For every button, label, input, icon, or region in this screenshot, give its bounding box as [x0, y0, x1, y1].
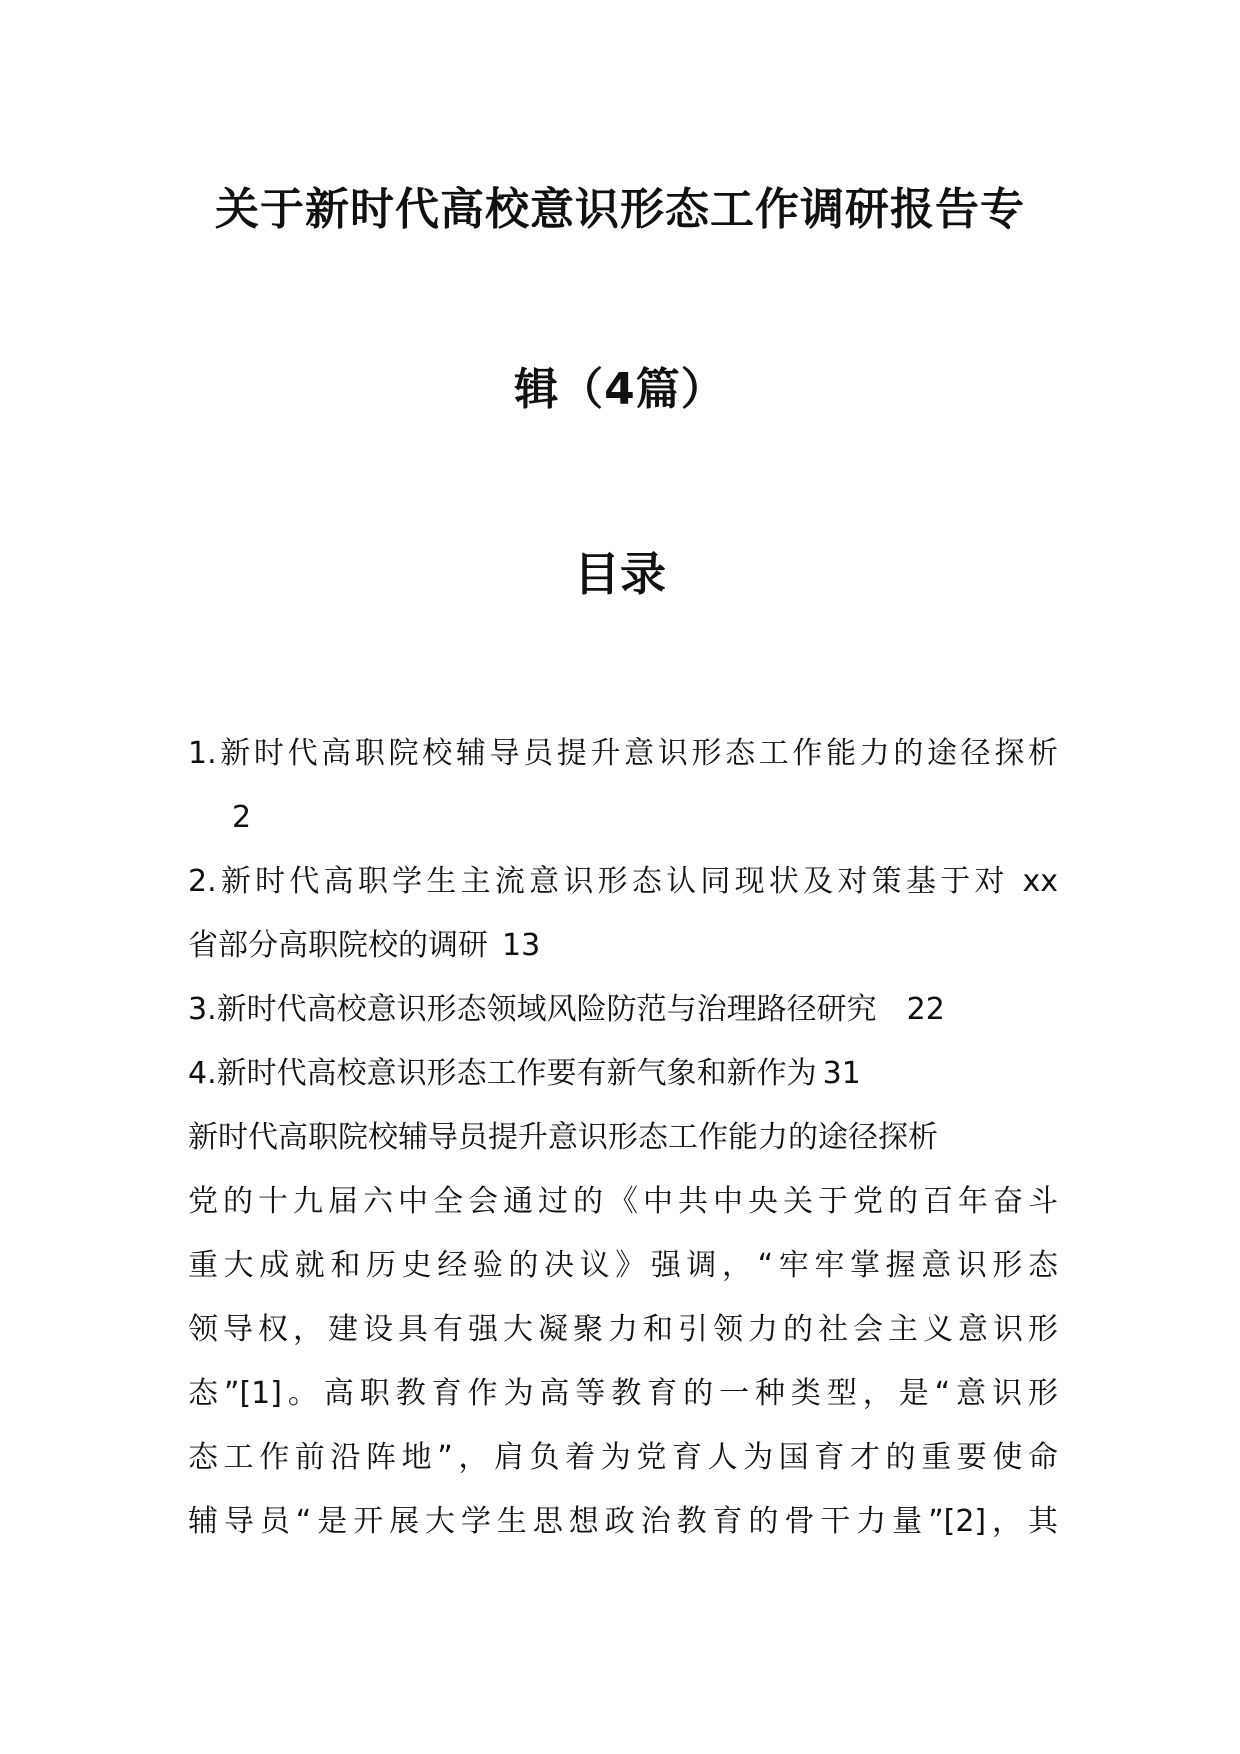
toc-entry-2-page: 13 — [502, 928, 541, 963]
toc-entry-3-text: 3.新时代高校意识形态领域风险防范与治理路径研究 — [188, 992, 877, 1027]
paragraph-line: 党的十九届六中全会通过的《中共中央关于党的百年奋斗 — [188, 1184, 1058, 1219]
toc-entry-1-text[interactable]: 1.新时代高职院校辅导员提升意识形态工作能力的途径探析 — [188, 736, 1058, 771]
document-title-line-1: 关于新时代高校意识形态工作调研报告专 — [215, 184, 1025, 235]
toc-entry-3-page: 22 — [906, 992, 945, 1027]
paragraph-line: 态”[1]。高职教育作为高等教育的一种类型，是“意识形 — [188, 1376, 1058, 1411]
toc-entry-2-line-2[interactable] — [188, 924, 1058, 968]
toc-entry-3[interactable] — [188, 988, 1058, 1032]
paragraph-line: 领导权，建设具有强大凝聚力和引领力的社会主义意识形 — [188, 1312, 1058, 1347]
toc-entry-1-page[interactable]: 2 — [232, 800, 252, 835]
paragraph-line: 辅导员“是开展大学生思想政治教育的骨干力量”[2]，其 — [188, 1504, 1058, 1539]
section-title: 新时代高职院校辅导员提升意识形态工作能力的途径探析 — [188, 1120, 938, 1155]
toc-heading: 目录 — [574, 547, 666, 601]
toc-entry-4-text: 4.新时代高校意识形态工作要有新气象和新作为 — [188, 1056, 817, 1091]
toc-entry-2-text-line-2: 省部分高职院校的调研 — [188, 928, 488, 963]
toc-entry-4-page: 31 — [822, 1056, 861, 1091]
paragraph-line: 重大成就和历史经验的决议》强调，“牢牢掌握意识形态 — [188, 1248, 1058, 1283]
toc-entry-4[interactable] — [188, 1052, 1058, 1096]
document-title-line-2: 辑（4篇） — [514, 364, 726, 415]
toc-entry-2-text-line-1[interactable]: 2.新时代高职学生主流意识形态认同现状及对策基于对 xx — [188, 864, 1058, 899]
paragraph-line: 态工作前沿阵地”，肩负着为党育人为国育才的重要使命 — [188, 1440, 1058, 1475]
